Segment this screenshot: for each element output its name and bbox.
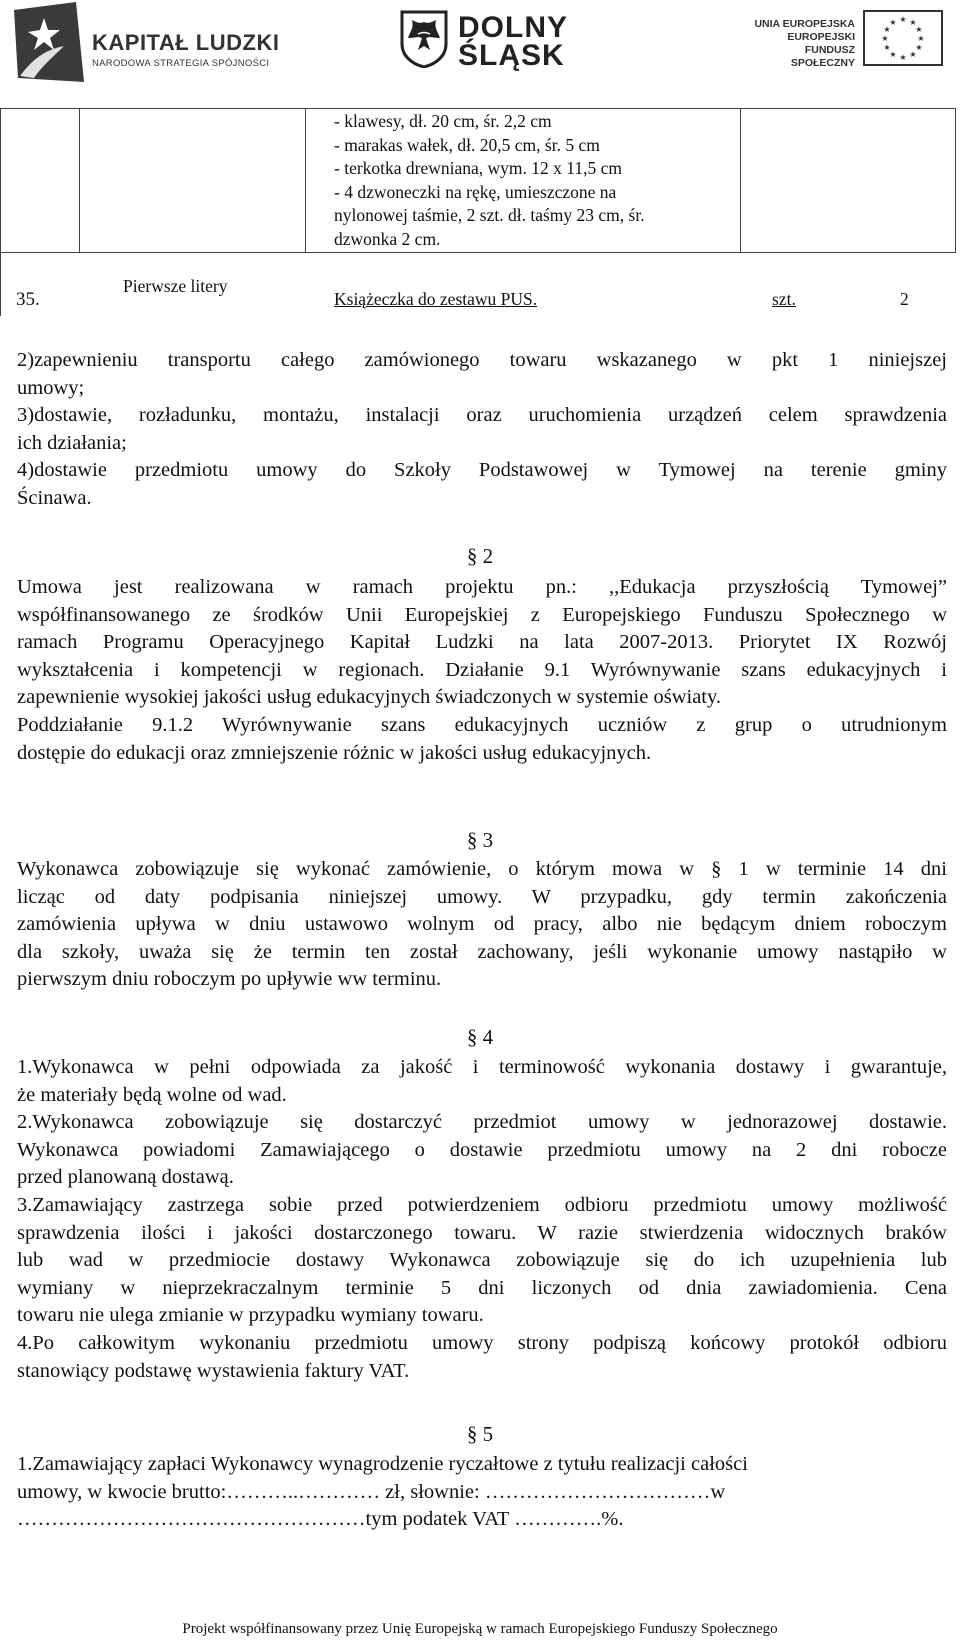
section-4-heading: § 4 [466,1025,494,1049]
table-row-divider [0,252,956,253]
svg-text:★: ★ [883,25,891,34]
text-line: dla szkoły, uważa się że termin ten został zachowany, jeśli wykonanie umowy nastąpiło w [17,940,947,963]
kapital-ludzki-emblem-icon [14,2,84,82]
ue-line-1: UNIA EUROPEJSKA [754,18,855,30]
text-line: 3.Zamawiający zastrzega sobie przed potwierdzeniem odbioru przedmiotu umowy możliwość [17,1193,947,1216]
text-line: Umowa jest realizowana w ramach projektu pn.: ,,Edukacja przyszłością Tymowej” [17,576,947,598]
section-5-body [17,1451,897,1534]
text-line: 3)dostawie, rozładunku, montażu, instalacji oraz uruchomienia urządzeń celem sprawdzenia [17,404,947,427]
description-line: - 4 dzwoneczki na rękę, umieszczone na [334,181,617,202]
section-5-heading: § 5 [466,1422,494,1446]
row-unit: szt. [772,289,796,309]
text-line: Wykonawca powiadomi Zamawiającego o dostawie przedmiotu umowy na 2 dni robocze [17,1138,947,1161]
dolny-slask-logo [400,10,580,74]
text-line: umowy, w kwocie brutto:………..………… zł, słownie: ……………………………w [17,1480,726,1503]
text-line: że materiały będą wolne od wad. [17,1083,287,1106]
text-line: umowy; [17,376,85,399]
section-2-body [17,574,947,767]
row-number: 35. [16,289,40,310]
text-line: ramach Programu Operacyjnego Kapitał Ludzki na lata 2007-2013. Priorytet IX Rozwój [17,631,947,654]
eu-flag-icon [863,10,943,66]
description-line: - marakas wałek, dł. 20,5 cm, śr. 5 cm [334,134,600,155]
svg-text:★: ★ [915,25,923,34]
kapital-ludzki-subtitle: NARODOWA STRATEGIA SPÓJNOŚCI [92,58,270,69]
text-line: 2.Wykonawca zobowiązuje się dostarczyć przedmiot umowy w jednorazowej dostawie. [17,1111,947,1134]
text-line: wykształcenia i kompetencji w regionach. Działanie 9.1 Wyrównywanie szans edukacyjnych i [17,658,947,681]
text-line: 1.Wykonawca w pełni odpowiada za jakość i terminowość wykonania dostawy i gwarantuje, [17,1056,947,1078]
text-line: ……………………………………………tym podatek VAT ………….%. [17,1508,624,1531]
text-line: przed planowaną dostawą. [17,1166,234,1189]
dolny-word: DOLNY [458,11,568,44]
description-line: - terkotka drewniana, wym. 12 x 11,5 cm [334,158,623,178]
kapital-ludzki-logo [14,2,294,86]
ue-efs-wordmark [745,18,855,70]
text-line: zapewnienie wysokiej jakości usług edukacyjnych świadczonych w systemie oświaty. [17,686,722,709]
text-line: wymiany w nieprzekraczalnym terminie 5 dni liczonych od dnia zawiadomienia. Cena [17,1276,947,1299]
kapital-ludzki-title: KAPITAŁ LUDZKI [92,30,280,55]
svg-text:★: ★ [889,50,897,59]
text-line: dostępie do edukacji oraz zmniejszenie różnic w jakości usług edukacyjnych. [17,741,652,764]
dolny-slask-wordmark [458,11,568,72]
svg-text:★: ★ [909,50,917,59]
table-col-divider [305,108,306,253]
description-line: - klawesy, dł. 20 cm, śr. 2,2 cm [334,111,552,131]
svg-text:★: ★ [899,53,907,62]
text-line: Wykonawca zobowiązuje się wykonać zamówienie, o którym mowa w § 1 w terminie 14 dni [17,858,947,880]
description-line: dzwonka 2 cm. [334,228,441,249]
row-description: Książeczka do zestawu PUS. [334,289,538,309]
svg-text:★: ★ [917,34,925,43]
text-line: towaru nie ulega zmianie w przypadku wymiany towaru. [17,1304,484,1327]
text-line: pierwszym dniu roboczym po upływie ww terminu. [17,968,442,991]
text-line: ich działania; [17,431,127,454]
row-quantity: 2 [900,289,909,309]
svg-text:★: ★ [915,43,923,52]
svg-text:★: ★ [909,18,917,27]
text-line: Poddziałanie 9.1.2 Wyrównywanie szans edukacyjnych uczniów z grup o utrudnionym [17,713,947,736]
text-line: 4.Po całkowitym wykonaniu przedmiotu umowy strony podpiszą końcowy protokół odbioru [17,1331,947,1354]
text-line: Ścinawa. [17,486,92,509]
svg-text:★: ★ [883,43,891,52]
text-line: stanowiący podstawę wystawienia faktury VAT. [17,1359,410,1382]
ue-efs-logo [745,10,955,70]
ue-line-2: EUROPEJSKI [787,31,855,43]
section-3-body [17,856,947,994]
text-line: 4)dostawie przedmiotu umowy do Szkoły Podstawowej w Tymowej na terenie gminy [17,459,947,482]
text-line: 1.Zamawiający zapłaci Wykonawcy wynagrodzenie ryczałtowe z tytułu realizacji całości [17,1453,748,1475]
delivery-obligations [17,347,947,513]
text-line: 2)zapewnieniu transportu całego zamówionego towaru wskazanego w pkt 1 niniejszej [17,349,947,371]
table-col-divider [79,108,80,253]
text-line: współfinansowanego ze środków Unii Europejskiej z Europejskiego Funduszu Społecznego w [17,603,947,626]
table-col-divider [955,108,956,253]
eagle-crest-icon [400,10,448,68]
text-line: licząc od daty podpisania niniejszej umowy. W przypadku, gdy termin zakończenia [17,885,947,908]
description-line: nylonowej taśmie, 2 szt. dł. taśmy 23 cm, śr. [334,205,645,225]
ue-line-3: FUNDUSZ SPOŁECZNY [790,44,855,69]
text-line: zamówienia upływa w dniu ustawowo wolnym od pracy, albo nie będącym dniem roboczym [17,913,947,936]
row-name: Pierwsze litery [123,276,228,296]
section-3-heading: § 3 [466,828,494,852]
svg-text:★: ★ [881,34,889,43]
text-line: lub wad w przedmiocie dostawy Wykonawca zobowiązuje się do ich uzupełnienia lub [17,1249,947,1272]
page-footer: Projekt współfinansowany przez Unię Europejską w ramach Europejskiego Funduszy Społecznego [182,1621,778,1637]
text-line: sprawdzenia ilości i jakości dostarczonego towaru. W razie stwierdzenia widocznych braków [17,1221,947,1244]
prev-row-description [334,110,645,251]
section-4-body [17,1054,947,1385]
section-2-heading: § 2 [466,544,494,568]
svg-text:★: ★ [889,18,897,27]
slask-word: ŚLĄSK [458,39,565,72]
svg-text:★: ★ [899,15,907,24]
table-col-divider [740,108,741,253]
